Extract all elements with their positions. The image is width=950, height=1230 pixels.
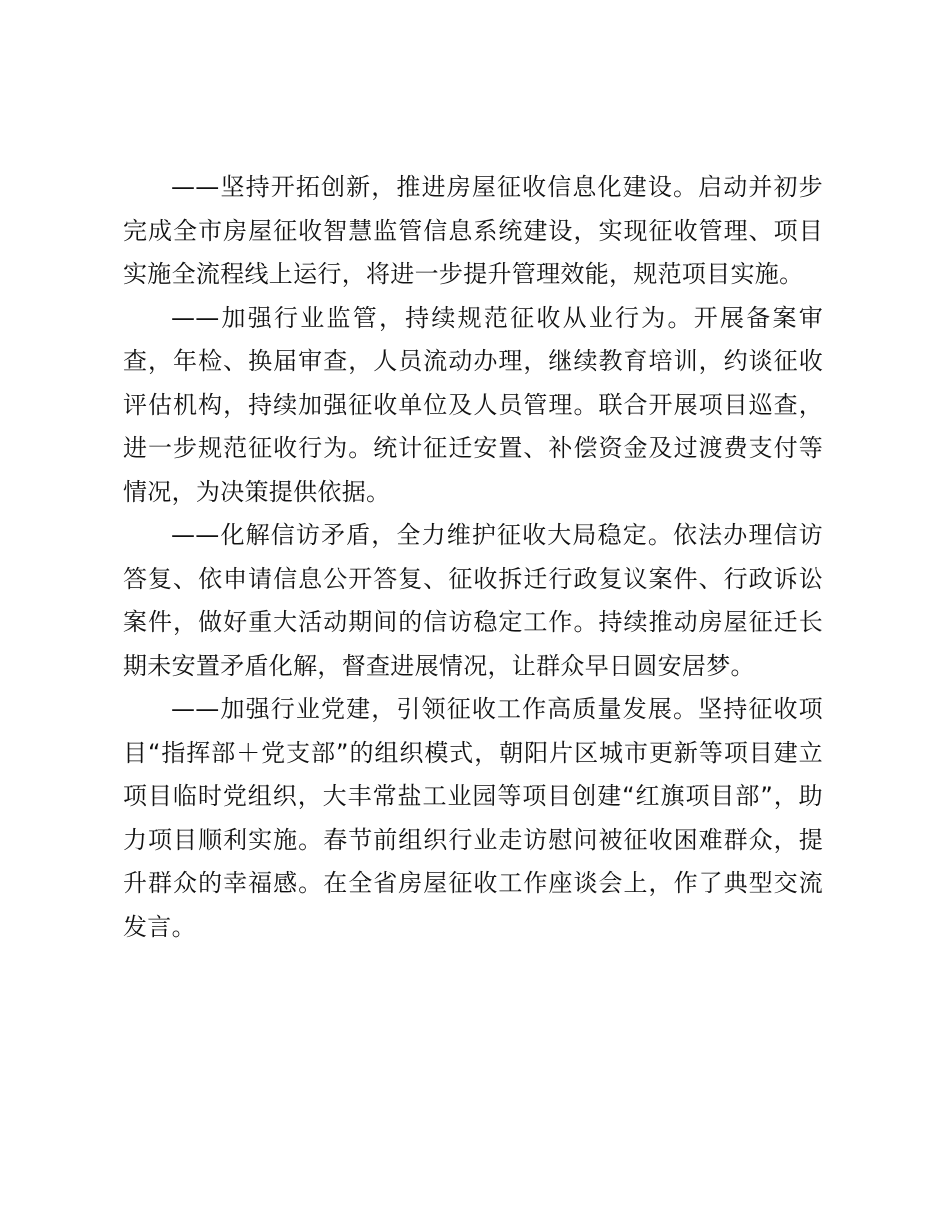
paragraph-informatization: ——坚持开拓创新，推进房屋征收信息化建设。启动并初步完成全市房屋征收智慧监管信息系统建设，实现征收管理、项目实施全流程线上运行，将进一步提升管理效能，规范项目实施。	[123, 173, 823, 288]
paragraph-party-building: ——加强行业党建，引领征收工作高质量发展。坚持征收项目“指挥部＋党支部”的组织模式，朝阳片区城市更新等项目建立项目临时党组织，大丰常盐工业园等项目创建“红旗项目部”，助力项目顺利实施。春节前组织行业走访慰问被征收困难群众，提升群众的幸福感。在全省房屋征收工作座谈会上，作了典型交流发言。	[123, 695, 823, 941]
paragraph-petition-resolution: ——化解信访矛盾，全力维护征收大局稳定。依法办理信访答复、依申请信息公开答复、征收拆迁行政复议案件、行政诉讼案件，做好重大活动期间的信访稳定工作。持续推动房屋征迁长期未安置矛盾化解，督查进展情况，让群众早日圆安居梦。	[123, 521, 823, 680]
document-body	[123, 166, 823, 949]
paragraph-industry-supervision: ——加强行业监管，持续规范征收从业行为。开展备案审查，年检、换届审查，人员流动办理，继续教育培训，约谈征收评估机构，持续加强征收单位及人员管理。联合开展项目巡查，进一步规范征收行为。统计征迁安置、补偿资金及过渡费支付等情况，为决策提供依据。	[123, 303, 823, 506]
